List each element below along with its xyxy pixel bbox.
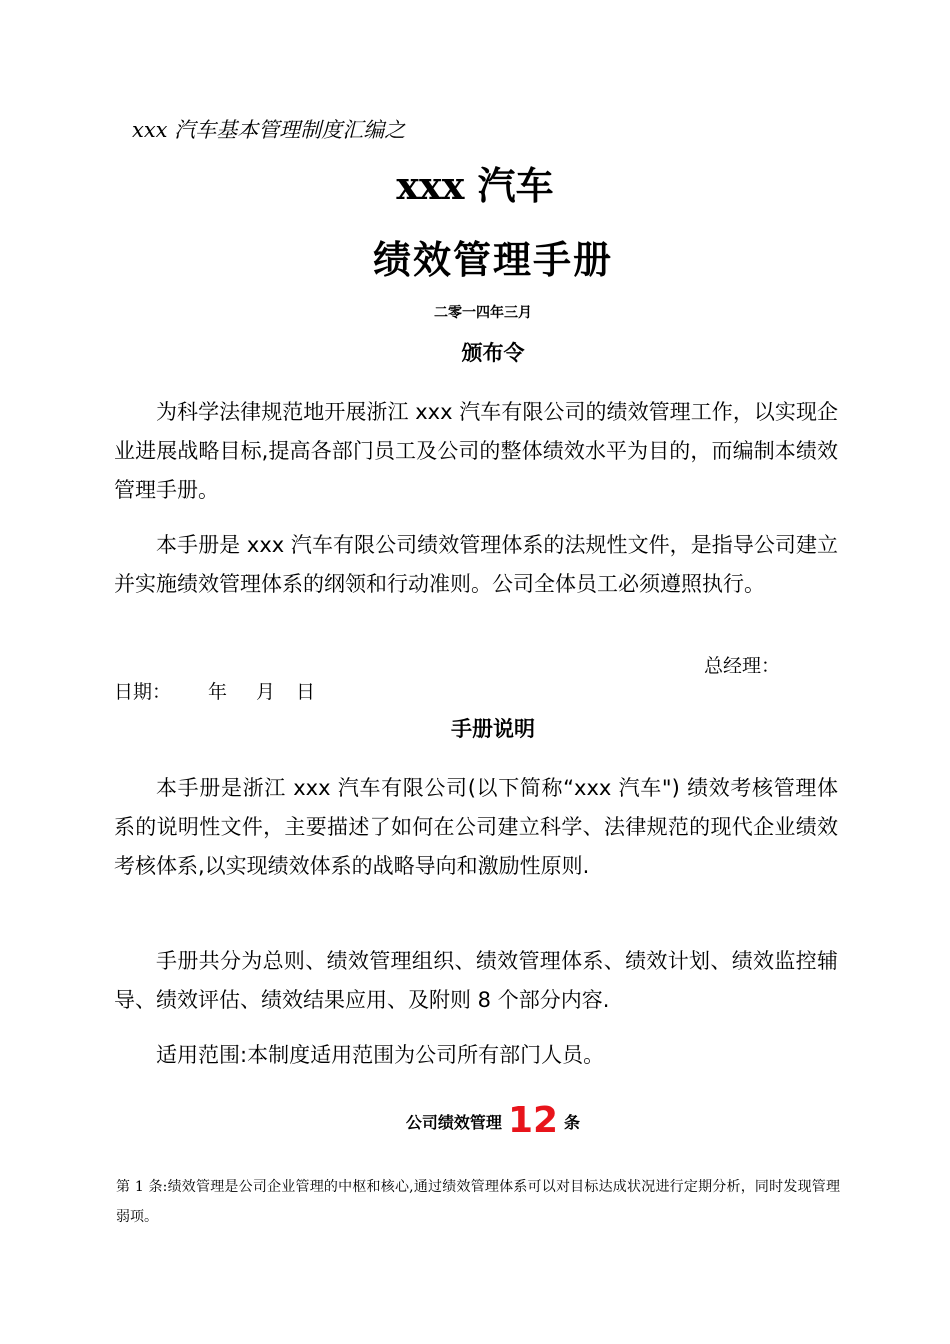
notes-paragraph-3: 适用范围:本制度适用范围为公司所有部门人员。 [156,1043,605,1067]
rules-count: 12 [507,1100,559,1141]
company-title: xxx 汽车 [396,163,554,208]
rules-heading [0,1098,950,1146]
manual-title: 绩效管理手册 [372,238,613,282]
rules-heading-suffix: 条 [564,1113,581,1132]
date-label: 日期： [114,681,172,703]
publish-date: 二零一四年三月 [434,305,532,321]
series-subtitle: xxx 汽车基本管理制度汇编之 [132,118,406,142]
rules-heading-prefix: 公司绩效管理 [405,1113,502,1132]
notes-paragraph-1: 本手册是浙江 xxx 汽车有限公司(以下简称“xxx 汽车") 绩效考核管理体系的说明性文件，主要描述了如何在公司建立科学、法律规范的现代企业绩效考核体系,以实现绩效体系的战略导向和激励性原则. [114,776,838,878]
decree-paragraph-2: 本手册是 xxx 汽车有限公司绩效管理体系的法规性文件，是指导公司建立并实施绩效管理体系的纲领和行动准则。公司全体员工必须遵照执行。 [114,533,838,596]
manual-notes-heading: 手册说明 [451,717,535,741]
decree-heading: 颁布令 [461,341,525,365]
notes-paragraph-2: 手册共分为总则、绩效管理组织、绩效管理体系、绩效计划、绩效监控辅导、绩效评估、绩效结果应用、及附则 8 个部分内容. [114,949,838,1012]
date-month: 月 [256,681,276,703]
date-day: 日 [296,681,316,703]
signature-date [114,678,315,706]
general-manager-label: 总经理： [704,655,781,677]
article-1: 第 1 条:绩效管理是公司企业管理的中枢和核心,通过绩效管理体系可以对目标达成状况进行定期分析，同时发现管理弱项。 [116,1179,840,1225]
decree-paragraph-1: 为科学法律规范地开展浙江 xxx 汽车有限公司的绩效管理工作，以实现企业进展战略目标,提高各部门员工及公司的整体绩效水平为目的，而编制本绩效管理手册。 [114,400,838,502]
date-year: 年 [208,681,228,703]
